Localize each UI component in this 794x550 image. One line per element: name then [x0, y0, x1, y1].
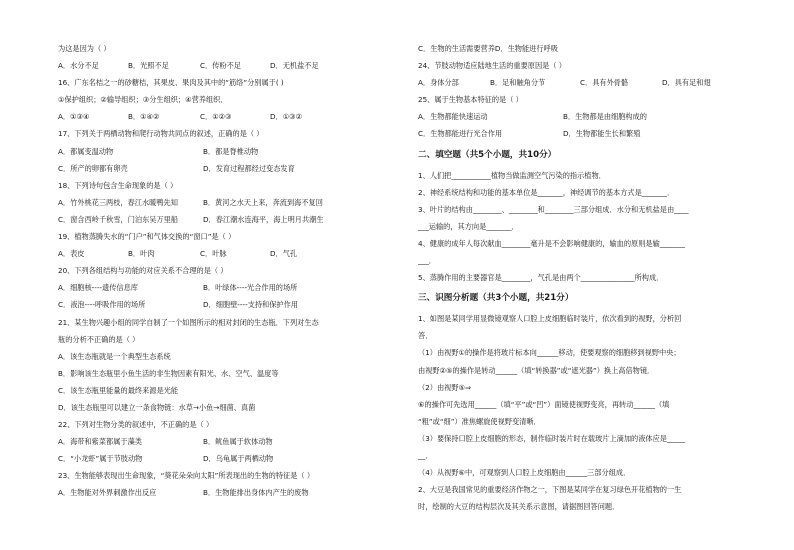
- question-20-options-cd: [58, 296, 388, 313]
- option-d: D．春江潮水连海平，海上明月共潮生: [203, 214, 324, 224]
- option-b: B．足和触角分节: [490, 78, 546, 88]
- option-d: D．气孔: [270, 249, 298, 259]
- question-17: 17、下列关于两栖动物和爬行动物共同点的叙述，正确的是（ ）: [58, 129, 264, 139]
- question-16-subtext: ①保护组织；②输导组织；③分生组织；④营养组织．: [58, 95, 228, 105]
- diagram-question-1-part-3: （3）要保持口腔上皮细胞的形态，制作临时装片时在载玻片上滴加的液体应是_____: [418, 433, 685, 443]
- question-25-options-ab: [418, 108, 748, 125]
- diagram-question-1-part-4: （4）从视野⑥中，可观察到人口腔上皮细胞由______三部分组成．: [418, 468, 631, 478]
- fill-question-5: 5、蒸腾作用的主要器官是________，气孔是由两个_______________所构成．: [418, 273, 664, 283]
- fill-question-3: 3、叶片的结构由________、________和________三部分组成．水分和无机盐是由____: [418, 204, 689, 214]
- option-c: C．叶脉: [200, 249, 227, 259]
- fill-question-2: 2、神经系统结构和功能的基本单位是_______，神经调节的基本方式是_______．: [418, 187, 675, 197]
- question-17-options-cd: [58, 160, 388, 177]
- diagram-question-1-part-2-line-3: “粗”或“细”）准焦螺旋使视野变清晰．: [418, 416, 541, 426]
- question-21: 21、某生物兴趣小组的同学自制了一个如图所示的相对封闭的生态瓶．下列对生态: [58, 317, 319, 327]
- option-a: A．都属变温动物: [58, 146, 114, 156]
- option-a: A．海带和紫菜都属于藻类: [58, 437, 142, 447]
- option-a: A．细胞核----遗传信息库: [58, 283, 138, 293]
- option-a: A．①③④: [58, 112, 90, 122]
- diagram-question-1-part-1: （1）由视野①的操作是将玻片标本向______移动，使要观察的细胞移到视野中央；: [418, 348, 681, 358]
- option-b: B．黄河之水天上来，奔流到海不复回: [203, 197, 323, 207]
- option-b: B．叶绿体----光合作用的场所: [203, 283, 298, 293]
- question-25-options-cd: [418, 125, 748, 142]
- question-17-options-ab: [58, 143, 388, 160]
- option-c: C．生物都能进行光合作用: [418, 129, 503, 139]
- fill-question-3-continued: ___运输的，其方向是_______．: [418, 221, 519, 231]
- option-a: A．表皮: [58, 249, 85, 259]
- question-22: 22、下列对生物分类的叙述中，不正确的是（ ）: [58, 420, 214, 430]
- question-21-option-c: C．该生态瓶里能量的最终来源是光能: [58, 385, 179, 395]
- question-18-options-cd: [58, 211, 388, 228]
- diagram-question-2: 2、大豆是我国常见的重要经济作物之一，下图是某同学在复习绿色开花植物的一生: [418, 485, 682, 495]
- option-d: D．生物都能生长和繁殖: [563, 129, 641, 139]
- question-18: 18、下列诗句包含生命现象的是（ ）: [58, 180, 178, 190]
- option-a: A．生物都能快速运动: [418, 112, 488, 122]
- option-d: D．乌龟属于两栖动物: [203, 454, 274, 464]
- diagram-question-1-part-2: （2）由视野⑤⇒: [418, 382, 471, 392]
- question-23-options-ab: [58, 484, 388, 501]
- option-c: C．液泡----呼吸作用的场所: [58, 300, 146, 310]
- option-b: B．鱿鱼属于软体动物: [203, 437, 273, 447]
- question-21-option-d: D．该生态瓶里可以建立一条食物链：水草→小鱼→细菌、真菌: [58, 402, 256, 412]
- question-22-options-ab: [58, 433, 388, 450]
- diagram-question-1-part-1-continued: 由视野②⑤的操作是转动______（填“转换器”或“遮光器”）换上高倍物镜．: [418, 365, 655, 375]
- question-18-options-ab: [58, 194, 388, 211]
- question-20-options-ab: [58, 279, 388, 296]
- question-24: 24、节肢动物适应陆地生活的重要原因是（ ）: [418, 61, 566, 71]
- diagram-question-2-continued: 时，绘制的大豆的结构层次及其关系示意图，请据图回答问题．: [418, 502, 620, 512]
- option-c: C．具有外骨骼: [580, 78, 629, 88]
- question-22-options-cd: [58, 450, 388, 467]
- fill-question-4-continued: ___．: [418, 256, 436, 266]
- fill-question-4: 4、健康的成年人每次献血________毫升是不会影响健康的，输血的原则是输_______: [418, 238, 685, 248]
- diagram-question-1-continued: 答．: [418, 331, 433, 341]
- option-d: D．具有足和翅: [662, 78, 711, 88]
- option-d: D．细胞壁----支持和保护作用: [203, 300, 298, 310]
- question-16: 16、广东名桔之一的砂糖桔，其果皮、果肉及其中的“筋络”分别属于( ): [58, 78, 284, 88]
- question-23-options-cd: C．生物的生活需要营养D．生物能进行呼吸: [418, 44, 558, 53]
- option-b: B．①④②: [128, 112, 160, 122]
- section-fill-in-heading: 二、填空题（共5个小题，共10分）: [418, 149, 557, 160]
- question-21-continued: 瓶的分析不正确的是（ ）: [58, 334, 140, 344]
- diagram-question-1: 1、如图是某同学用显微镜观察人口腔上皮细胞临时装片，依次看到的视野，分析回: [418, 314, 682, 324]
- option-a: A．竹外桃花三两枝，春江水暖鸭先知: [58, 197, 178, 207]
- question-21-option-a: A．该生态瓶就是一个典型生态系统: [58, 351, 171, 361]
- option-c: C．传粉不足: [200, 61, 241, 71]
- fill-question-1: 1、人们把___________植物当做监测空气污染的指示植物．: [418, 170, 606, 180]
- option-b: B．都是脊椎动物: [203, 146, 259, 156]
- question-21-option-b: B．影响该生态瓶里小鱼生活的非生物因素有阳光、水、空气、温度等: [58, 368, 279, 378]
- question-16-options: [58, 108, 388, 125]
- section-diagram-analysis-heading: 三、识图分析题（共3个小题，共21分）: [418, 293, 574, 304]
- option-d: D．①③②: [270, 112, 303, 122]
- option-c: C．“小龙虾”属于节肢动物: [58, 454, 143, 464]
- question-15-options: [58, 57, 388, 74]
- question-23: 23、生物能够表现出生命现象，“葵花朵朵向太阳”所表现出的生物的特征是（ ）: [58, 471, 315, 481]
- option-b: B．叶肉: [128, 249, 155, 259]
- question-19-options: [58, 245, 388, 262]
- diagram-question-1-part-2-line-2: ⑥的操作可先选用______（填“平”或“凹”）面镜使视野变亮，再转动______（填: [418, 399, 670, 409]
- option-a: A．水分不足: [58, 61, 99, 71]
- option-b: B．生物能排出身体内产生的废物: [203, 488, 309, 498]
- option-a: A．身体分部: [418, 78, 459, 88]
- option-a: A．生物能对外界刺激作出反应: [58, 488, 157, 498]
- question-25: 25、属于生物基本特征的是（ ）: [418, 95, 523, 105]
- question-15-tail: 为这是因为（ ）: [58, 44, 111, 53]
- option-c: C．①②③: [200, 112, 232, 122]
- option-c: C．窗含西岭千秋雪，门泊东吴万里船: [58, 214, 179, 224]
- right-column: [418, 40, 748, 515]
- question-24-options: [418, 74, 748, 91]
- option-d: D．无机盐不足: [270, 61, 319, 71]
- left-column: [58, 40, 388, 502]
- option-d: D．发育过程都经过变态发育: [203, 163, 295, 173]
- option-b: B．生物都是由细胞构成的: [563, 112, 647, 122]
- question-20: 20、下列各组结构与功能的对应关系不合理的是（ ）: [58, 266, 228, 276]
- question-19: 19、植物蒸腾失水的“门户”和气体交换的“窗口”是（ ）: [58, 232, 236, 242]
- option-b: B．光照不足: [128, 61, 169, 71]
- diagram-question-1-part-3-continued: __．: [418, 450, 433, 460]
- option-c: C．所产的卵都有卵壳: [58, 163, 128, 173]
